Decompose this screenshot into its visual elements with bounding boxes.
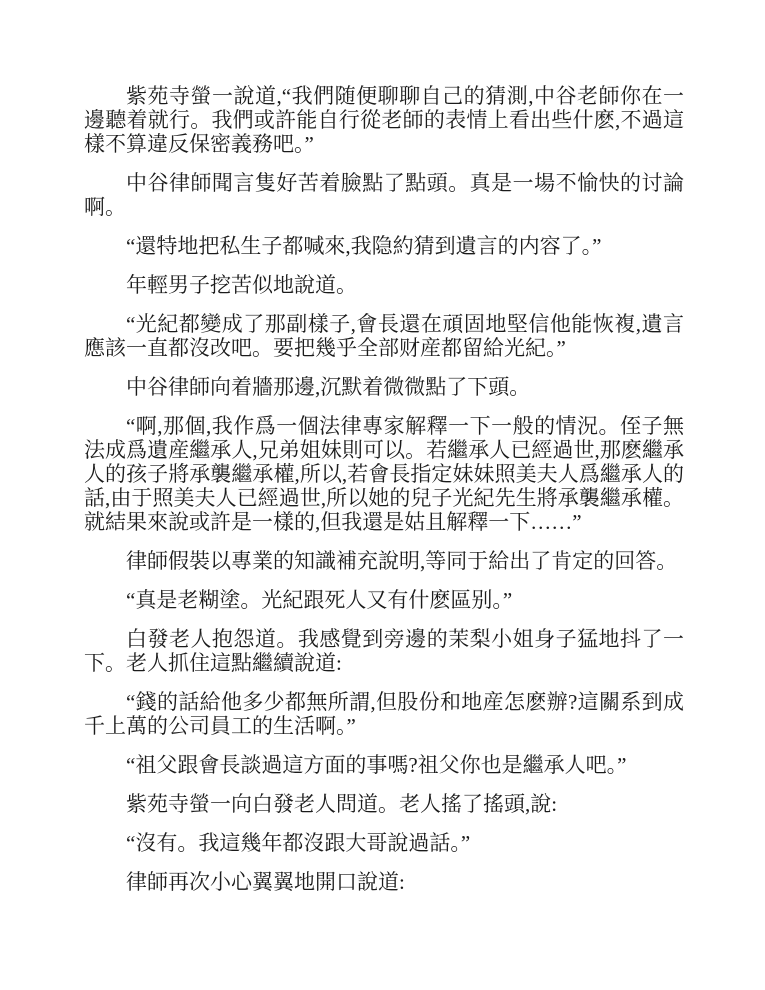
paragraph: “祖父跟會長談過這方面的事嗎?祖父你也是繼承人吧。” [126,753,627,777]
paragraph: “光紀都變成了那副樣子,會長還在頑固地堅信他能恢複,遺言應該一直都沒改吧。要把幾乎全部财産都留給光紀。” [84,312,684,360]
novel-text-block [84,84,684,894]
paragraph: 中谷律師聞言隻好苦着臉點了點頭。真是一場不愉快的讨論啊。 [84,171,684,219]
paragraph: 白發老人抱怨道。我感覺到旁邊的茉梨小姐身子猛地抖了一下。老人抓住這點繼續說道: [84,627,684,675]
paragraph: 紫苑寺螢一說道,“我們随便聊聊自己的猜測,中谷老師你在一邊聽着就行。我們或許能自行從老師的表情上看出些什麽,不過這樣不算違反保密義務吧。” [84,84,684,156]
paragraph: “沒有。我這幾年都沒跟大哥說過話。” [126,831,471,855]
paragraph: 紫苑寺螢一向白發老人問道。老人搖了搖頭,說: [126,792,558,816]
paragraph: 中谷律師向着牆那邊,沉默着微微點了下頭。 [126,375,531,399]
paragraph: “還特地把私生子都喊來,我隐約猜到遺言的内容了。” [126,234,602,258]
paragraph: 律師假裝以專業的知識補充說明,等同于給出了肯定的回答。 [126,549,678,573]
paragraph: “啊,那個,我作爲一個法律專家解釋一下一般的情況。侄子無法成爲遺産繼承人,兄弟姐妹則可以。若繼承人已經過世,那麽繼承人的孩子將承襲繼承權,所以,若會長指定妹妹照美夫人爲繼承人的話,由于照美夫人已經過世,所以她的兒子光紀先生將承襲繼承權。就結果來說或許是一樣的,但我還是姑且解釋一下……” [84,414,684,534]
paragraph: 年輕男子挖苦似地說道。 [126,273,357,297]
paragraph: 律師再次小心翼翼地開口說道: [126,870,405,894]
paragraph: “錢的話給他多少都無所謂,但股份和地産怎麽辦?這關系到成千上萬的公司員工的生活啊。” [84,690,684,738]
paragraph: “真是老糊塗。光紀跟死人又有什麽區别。” [126,588,513,612]
